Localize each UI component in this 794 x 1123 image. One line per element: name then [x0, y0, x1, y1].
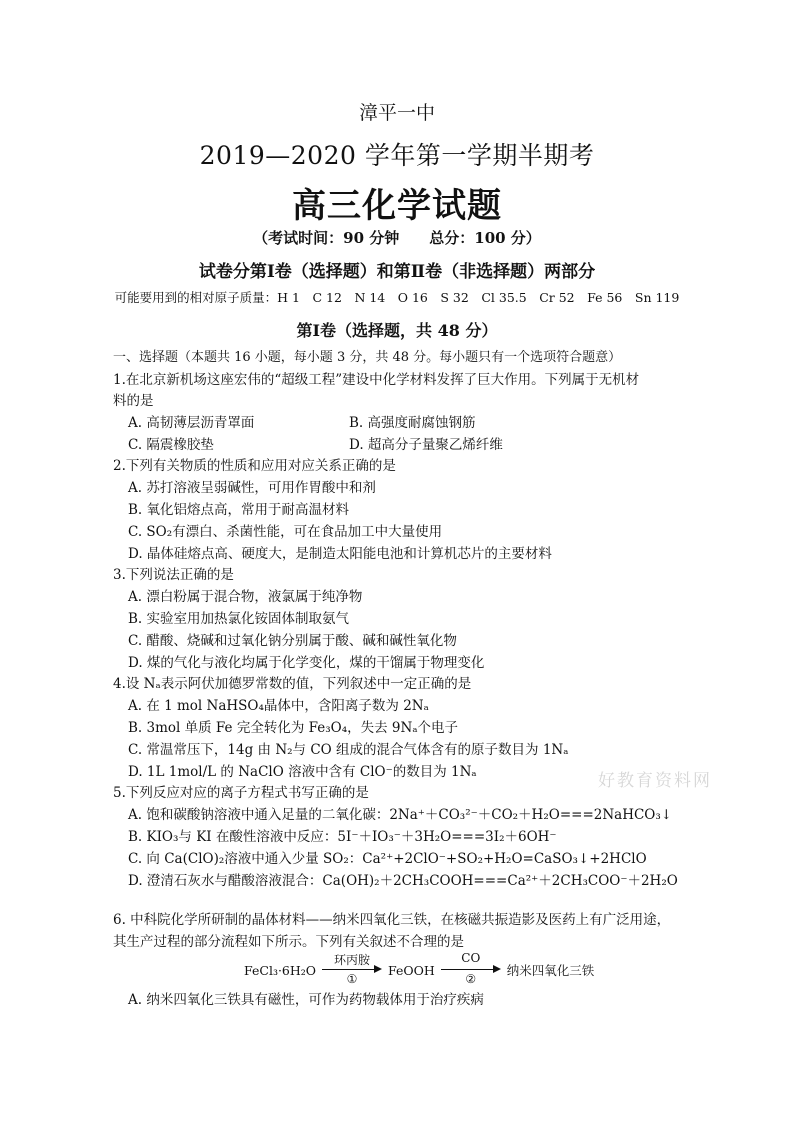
q4-option-b: B. 3mol 单质 Fe 完全转化为 Fe₃O₄，失去 9Nₐ个电子	[128, 720, 459, 736]
school-name: 漳平一中	[358, 102, 435, 124]
flow-step1-reagent: 环丙胺	[334, 953, 371, 967]
process-flow	[244, 953, 594, 987]
section-instructions: 一、选择题（本题共 16 小题，每小题 3 分，共 48 分。每小题只有一个选项符合题意）	[113, 350, 622, 365]
section-heading: 第Ⅰ卷（选择题，共 48 分）	[296, 321, 498, 340]
q1-option-d: D. 超高分子量聚乙烯纤维	[349, 437, 503, 453]
flow-step1-number: ①	[346, 972, 358, 986]
exam-info: （考试时间：90 分钟 总分：100 分）	[253, 229, 541, 247]
flow-step2-number: ②	[465, 972, 477, 986]
paper-title: 高三化学试题	[292, 186, 502, 226]
q3-option-c: C. 醋酸、烧碱和过氧化钠分别属于酸、碱和碱性氧化物	[128, 633, 457, 649]
atomic-masses: 可能要用到的相对原子质量：H 1 C 12 N 14 O 16 S 32 Cl 35.5 Cr 52 Fe 56 Sn 119	[114, 290, 680, 305]
exam-title: 2019—2020 学年第一学期半期考	[199, 141, 595, 170]
q2-option-d: D. 晶体硅熔点高、硬度大，是制造太阳能电池和计算机芯片的主要材料	[128, 546, 552, 562]
flow-step2-reagent: CO	[461, 951, 481, 965]
q5-option-a: A. 饱和碳酸钠溶液中通入足量的二氧化碳：2Na⁺＋CO₃²⁻＋CO₂＋H₂O===2NaHCO₃↓	[128, 807, 673, 823]
q1-stem-cont: 料的是	[113, 393, 154, 409]
paper-parts: 试卷分第Ⅰ卷（选择题）和第Ⅱ卷（非选择题）两部分	[198, 262, 596, 282]
q4-option-a: A. 在 1 mol NaHSO₄晶体中，含阳离子数为 2Nₐ	[128, 698, 429, 714]
q1-option-c: C. 隔震橡胶垫	[128, 437, 214, 453]
q5-option-b: B. KIO₃与 KI 在酸性溶液中反应：5I⁻＋IO₃⁻＋3H₂O===3I₂＋6OH⁻	[128, 829, 557, 845]
q2-option-b: B. 氧化铝熔点高，常用于耐高温材料	[128, 502, 350, 518]
q5-stem: 5.下列反应对应的离子方程式书写正确的是	[113, 785, 369, 801]
q4-option-d: D. 1L 1mol/L 的 NaClO 溶液中含有 ClO⁻的数目为 1Nₐ	[128, 764, 477, 780]
q2-stem: 2.下列有关物质的性质和应用对应关系正确的是	[113, 458, 396, 474]
q6-stem-cont: 其生产过程的部分流程如下所示。下列有关叙述不合理的是	[113, 934, 464, 950]
q1-stem: 1.在北京新机场这座宏伟的“超级工程”建设中化学材料发挥了巨大作用。下列属于无机材	[113, 372, 640, 388]
watermark: 好教育资料网	[598, 771, 712, 791]
q1-option-a: A. 高韧薄层沥青罩面	[128, 415, 255, 431]
q3-option-b: B. 实验室用加热氯化铵固体制取氨气	[128, 611, 350, 627]
q4-stem: 4.设 Nₐ表示阿伏加德罗常数的值，下列叙述中一定正确的是	[113, 676, 472, 692]
flow-arrow-2	[441, 953, 501, 987]
q2-option-a: A. 苏打溶液呈弱碱性，可用作胃酸中和剂	[128, 480, 376, 496]
q3-option-d: D. 煤的气化与液化均属于化学变化，煤的干馏属于物理变化	[128, 655, 485, 671]
q6-option-a: A. 纳米四氧化三铁具有磁性，可作为药物载体用于治疗疾病	[128, 992, 484, 1008]
q5-option-d: D. 澄清石灰水与醋酸溶液混合：Ca(OH)₂＋2CH₃COOH===Ca²⁺＋2CH₃COO⁻＋2H₂O	[128, 873, 678, 889]
flow-arrow-1	[322, 953, 382, 987]
q4-option-c: C. 常温常压下，14g 由 N₂与 CO 组成的混合气体含有的原子数目为 1Nₐ	[128, 742, 569, 758]
q6-stem: 6. 中科院化学所研制的晶体材料——纳米四氧化三铁，在核磁共振造影及医药上有广泛用途，	[113, 912, 671, 928]
q5-option-c: C. 向 Ca(ClO)₂溶液中通入少量 SO₂：Ca²⁺+2ClO⁻+SO₂+H₂O=CaSO₃↓+2HClO	[128, 851, 647, 867]
flow-start: FeCl₃·6H₂O	[244, 962, 317, 978]
flow-product: 纳米四氧化三铁	[506, 963, 595, 978]
q3-option-a: A. 漂白粉属于混合物，液氯属于纯净物	[128, 589, 363, 605]
q2-option-c: C. SO₂有漂白、杀菌性能，可在食品加工中大量使用	[128, 524, 443, 540]
flow-intermediate: FeOOH	[388, 962, 435, 978]
q1-option-b: B. 高强度耐腐蚀钢筋	[349, 415, 476, 431]
q3-stem: 3.下列说法正确的是	[113, 567, 234, 583]
